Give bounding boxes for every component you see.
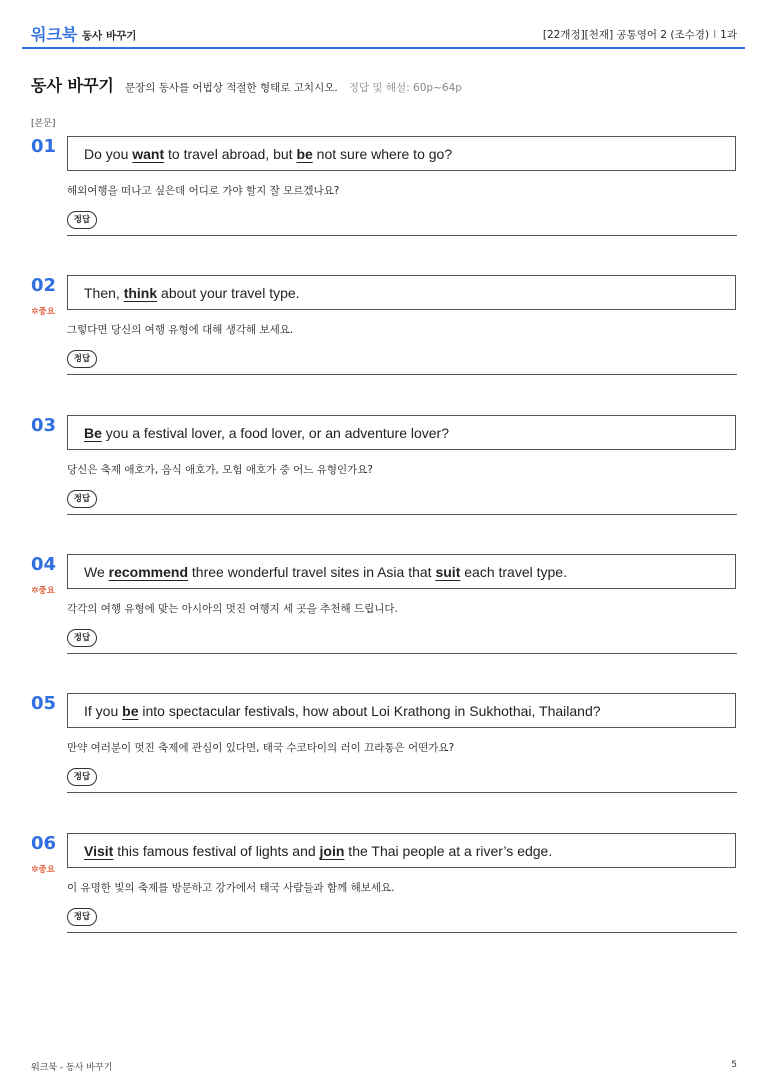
spark-icon: ✲ bbox=[31, 586, 39, 596]
important-label: 중요 bbox=[38, 586, 55, 596]
answer-line[interactable] bbox=[67, 932, 737, 933]
sentence-text: not sure where to go? bbox=[312, 146, 453, 162]
page-header bbox=[31, 20, 745, 50]
page-title: 동사 바꾸기 bbox=[31, 76, 114, 95]
important-label: 중요 bbox=[38, 307, 55, 317]
instruction-text: 문장의 동사를 어법상 적절한 형태로 고치시오. bbox=[124, 82, 338, 94]
title-row bbox=[31, 73, 462, 96]
sentence-text: Then, bbox=[84, 285, 124, 301]
question-number: 02 bbox=[31, 275, 57, 296]
target-verb: recommend bbox=[108, 564, 188, 580]
sentence-box bbox=[67, 554, 736, 589]
answer-button[interactable]: 정답 bbox=[67, 350, 97, 368]
target-verb: be bbox=[296, 146, 313, 162]
sentence-text: about your travel type. bbox=[157, 285, 300, 301]
answer-button[interactable]: 정답 bbox=[67, 211, 97, 229]
question-number: 05 bbox=[31, 693, 57, 714]
header-course-info bbox=[543, 27, 737, 42]
sentence-text: three wonderful travel sites in Asia that bbox=[188, 564, 436, 580]
answer-line[interactable] bbox=[67, 374, 737, 375]
sentence-box bbox=[67, 833, 736, 868]
sentence-text: Do you bbox=[84, 146, 133, 162]
translation-text: 그렇다면 당신의 여행 유형에 대해 생각해 보세요. bbox=[67, 324, 294, 336]
question-item bbox=[0, 693, 768, 808]
sentence-box bbox=[67, 415, 736, 450]
question-item bbox=[0, 833, 768, 948]
answer-button[interactable]: 정답 bbox=[67, 490, 97, 508]
translation-text: 당신은 축제 애호가, 음식 애호가, 모험 애호가 중 어느 유형인가요? bbox=[67, 464, 374, 476]
translation-text: 각각의 여행 유형에 맞는 아시아의 멋진 여행지 세 곳을 추천해 드립니다. bbox=[67, 603, 398, 615]
sentence-text: to travel abroad, but bbox=[164, 146, 297, 162]
question-item bbox=[0, 136, 768, 251]
sentence-box bbox=[67, 275, 736, 310]
header-divider bbox=[22, 47, 745, 49]
sentence-text: We bbox=[84, 564, 109, 580]
lesson-label: 1과 bbox=[720, 29, 737, 41]
answer-line[interactable] bbox=[67, 653, 737, 654]
sentence-text: the Thai people at a river’s edge. bbox=[344, 843, 553, 859]
sentence-text: this famous festival of lights and bbox=[113, 843, 320, 859]
question-number: 06 bbox=[31, 833, 57, 854]
sentence-box bbox=[67, 136, 736, 171]
course-name: [22개정][천재] 공통영어 2 (조수경) bbox=[542, 29, 710, 41]
translation-text: 이 유명한 빛의 축제를 방문하고 강가에서 태국 사람들과 함께 해보세요. bbox=[67, 882, 395, 894]
brand-title: 워크북 bbox=[31, 25, 78, 44]
translation-text: 해외여행을 떠나고 싶은데 어디로 가야 할지 잘 모르겠나요? bbox=[67, 185, 340, 197]
target-verb: think bbox=[123, 285, 158, 301]
sentence-box bbox=[67, 693, 736, 728]
answer-line[interactable] bbox=[67, 514, 737, 515]
target-verb: be bbox=[122, 703, 139, 719]
target-verb: Visit bbox=[84, 843, 114, 859]
question-number: 03 bbox=[31, 415, 57, 436]
answer-line[interactable] bbox=[67, 792, 737, 793]
page-number: 5 bbox=[731, 1060, 737, 1070]
target-verb: suit bbox=[435, 564, 461, 580]
question-item bbox=[0, 554, 768, 669]
sentence-text: into spectacular festivals, how about Loi Krathong in Sukhothai, Thailand? bbox=[138, 703, 601, 719]
section-label: [본문] bbox=[31, 119, 56, 129]
header-separator: I bbox=[713, 29, 717, 41]
target-verb: want bbox=[132, 146, 165, 162]
important-badge bbox=[31, 863, 55, 875]
sentence-text: you a festival lover, a food lover, or an adventure lover? bbox=[101, 425, 450, 441]
answer-button[interactable]: 정답 bbox=[67, 908, 97, 926]
question-number: 01 bbox=[31, 136, 57, 157]
important-badge bbox=[31, 305, 55, 317]
translation-text: 만약 여러분이 멋진 축제에 관심이 있다면, 태국 수코타이의 러이 끄라통은 어떤가요? bbox=[67, 742, 455, 754]
target-verb: join bbox=[319, 843, 345, 859]
important-badge bbox=[31, 584, 55, 596]
footer-title: 워크북 - 동사 바꾸기 bbox=[31, 1063, 113, 1073]
answer-line[interactable] bbox=[67, 235, 737, 236]
answer-button[interactable]: 정답 bbox=[67, 629, 97, 647]
question-item bbox=[0, 415, 768, 530]
question-number: 04 bbox=[31, 554, 57, 575]
target-verb: Be bbox=[84, 425, 102, 441]
answer-reference: 정답 및 해설: 60p~64p bbox=[348, 82, 462, 94]
header-subtitle: 동사 바꾸기 bbox=[82, 30, 137, 42]
sentence-text: If you bbox=[84, 703, 123, 719]
question-item bbox=[0, 275, 768, 390]
spark-icon: ✲ bbox=[31, 307, 39, 317]
answer-button[interactable]: 정답 bbox=[67, 768, 97, 786]
spark-icon: ✲ bbox=[31, 865, 39, 875]
important-label: 중요 bbox=[38, 865, 55, 875]
sentence-text: each travel type. bbox=[460, 564, 567, 580]
